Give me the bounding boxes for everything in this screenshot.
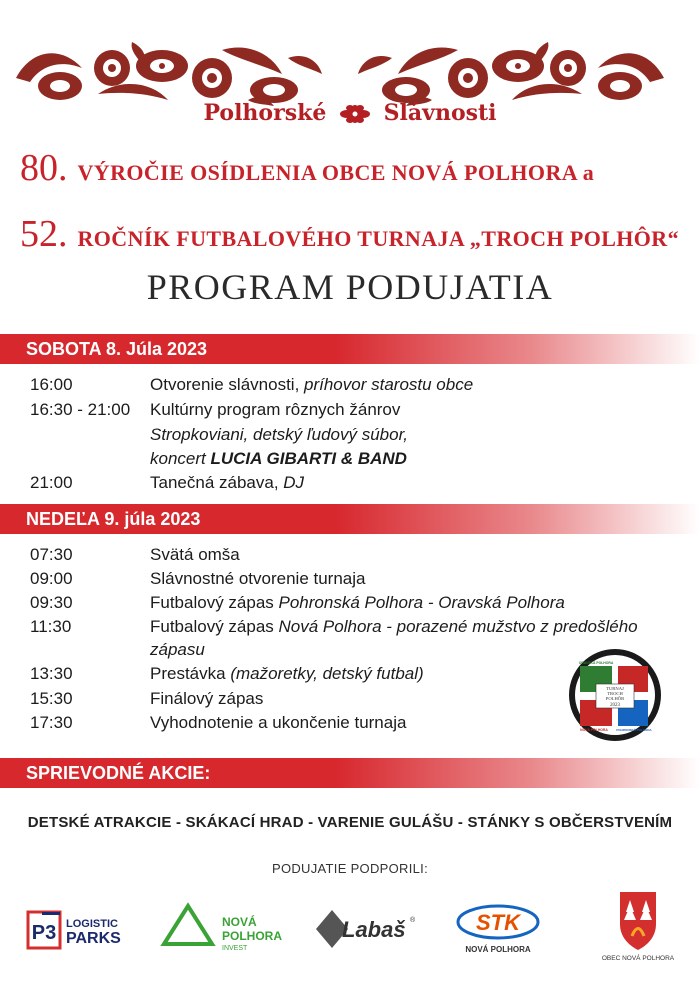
- sunday-label: NEDEĽA 9. júla 2023: [26, 509, 201, 529]
- schedule-time: 16:30 - 21:00: [30, 400, 131, 419]
- obec-text: OBEC NOVÁ POLHORA: [601, 955, 675, 962]
- headline-tournament-text: ROČNÍK FUTBALOVÉHO TURNAJA „TROCH POLHÔR“: [77, 226, 679, 251]
- schedule-time: 09:30: [30, 593, 73, 612]
- stk-sub: NOVÁ POLHORA: [465, 945, 531, 954]
- p3-line1: LOGISTIC: [66, 918, 118, 930]
- labas-reg: ®: [410, 917, 416, 924]
- headline-anniversary: [20, 146, 594, 190]
- badge-center-1: TURNAJ: [606, 686, 624, 691]
- badge-top-left: ORAVSKÁ POLHORA: [578, 661, 614, 665]
- accompanying-bar: [0, 758, 700, 788]
- festival-title-left: Polhorské: [203, 100, 327, 126]
- schedule-desc: zápasu: [150, 640, 205, 659]
- schedule-desc: Vyhodnotenie a ukončenie turnaja: [150, 713, 407, 732]
- festival-title: [0, 100, 700, 126]
- stk-logo: [452, 902, 544, 956]
- schedule-desc: Finálový zápas: [150, 689, 264, 708]
- np-line2: POLHORA: [222, 929, 282, 943]
- p3-mark: P3: [31, 922, 57, 944]
- schedule-time: 17:30: [30, 713, 73, 732]
- tournament-badge-icon: [568, 648, 662, 742]
- schedule-desc: Kultúrny program rôznych žánrov: [150, 400, 401, 419]
- schedule-desc: Otvorenie slávnosti, príhovor starostu obce: [150, 375, 474, 394]
- p3-logistic-parks-logo: [26, 908, 138, 952]
- p3-line2: PARKS: [66, 930, 121, 947]
- stk-text: STK: [476, 910, 520, 935]
- badge-bottom-left: NOVÁ POLHORA: [580, 728, 608, 732]
- schedule-desc: Futbalový zápas Nová Polhora - porazené mužstvo z predošlého: [150, 617, 638, 636]
- saturday-label: SOBOTA 8. Júla 2023: [26, 339, 208, 359]
- badge-center-3: POLHÔR: [605, 696, 625, 701]
- headline-tournament-number: 52.: [20, 213, 68, 255]
- schedule-desc: Svätá omša: [150, 545, 240, 564]
- nova-polhora-invest-logo: [160, 900, 284, 954]
- schedule-desc: Stropkoviani, detský ľudový súbor,: [150, 425, 409, 444]
- sunday-bar: [0, 504, 700, 534]
- badge-bottom-right: POHRONSKÁ POLHORA: [616, 728, 652, 732]
- schedule-time: 09:00: [30, 569, 73, 588]
- schedule-time: 13:30: [30, 664, 73, 683]
- schedule-desc: Tanečná zábava, DJ: [150, 473, 305, 492]
- schedule-time: 21:00: [30, 473, 73, 492]
- schedule-desc: koncert LUCIA GIBARTI & BAND: [150, 449, 407, 468]
- badge-year: 2023: [610, 703, 620, 708]
- labas-logo: [312, 906, 424, 952]
- schedule-desc: Prestávka (mažoretky, detský futbal): [150, 664, 424, 683]
- headline-anniversary-number: 80.: [20, 147, 68, 189]
- schedule-desc: Slávnostné otvorenie turnaja: [150, 569, 366, 588]
- labas-text: Labaš: [342, 917, 406, 942]
- headline-anniversary-text: VÝROČIE OSÍDLENIA OBCE NOVÁ POLHORA a: [77, 160, 595, 185]
- np-line3: INVEST: [222, 945, 248, 952]
- schedule-desc: Futbalový zápas Pohronská Polhora - Oravská Polhora: [150, 593, 565, 612]
- headline-tournament: [20, 212, 679, 256]
- schedule-time: 11:30: [30, 617, 72, 636]
- obec-nova-polhora-coat-of-arms: [598, 890, 678, 962]
- schedule-time: 16:00: [30, 375, 73, 394]
- accompanying-items: DETSKÉ ATRAKCIE - SKÁKACÍ HRAD - VARENIE GULÁŠU - STÁNKY S OBČERSTVENÍM: [27, 814, 673, 831]
- saturday-bar: [0, 334, 700, 364]
- badge-center-2: TROCH: [607, 691, 623, 696]
- accompanying-label: SPRIEVODNÉ AKCIE:: [26, 763, 211, 783]
- schedule-time: 07:30: [30, 545, 73, 564]
- sponsors-title: PODUJATIE PODPORILI:: [271, 861, 428, 876]
- np-line1: NOVÁ: [222, 915, 257, 929]
- schedule-time: 15:30: [30, 689, 73, 708]
- program-title: PROGRAM PODUJATIA: [146, 267, 554, 307]
- flower-icon: [338, 103, 372, 125]
- festival-title-right: Slávnosti: [383, 100, 497, 126]
